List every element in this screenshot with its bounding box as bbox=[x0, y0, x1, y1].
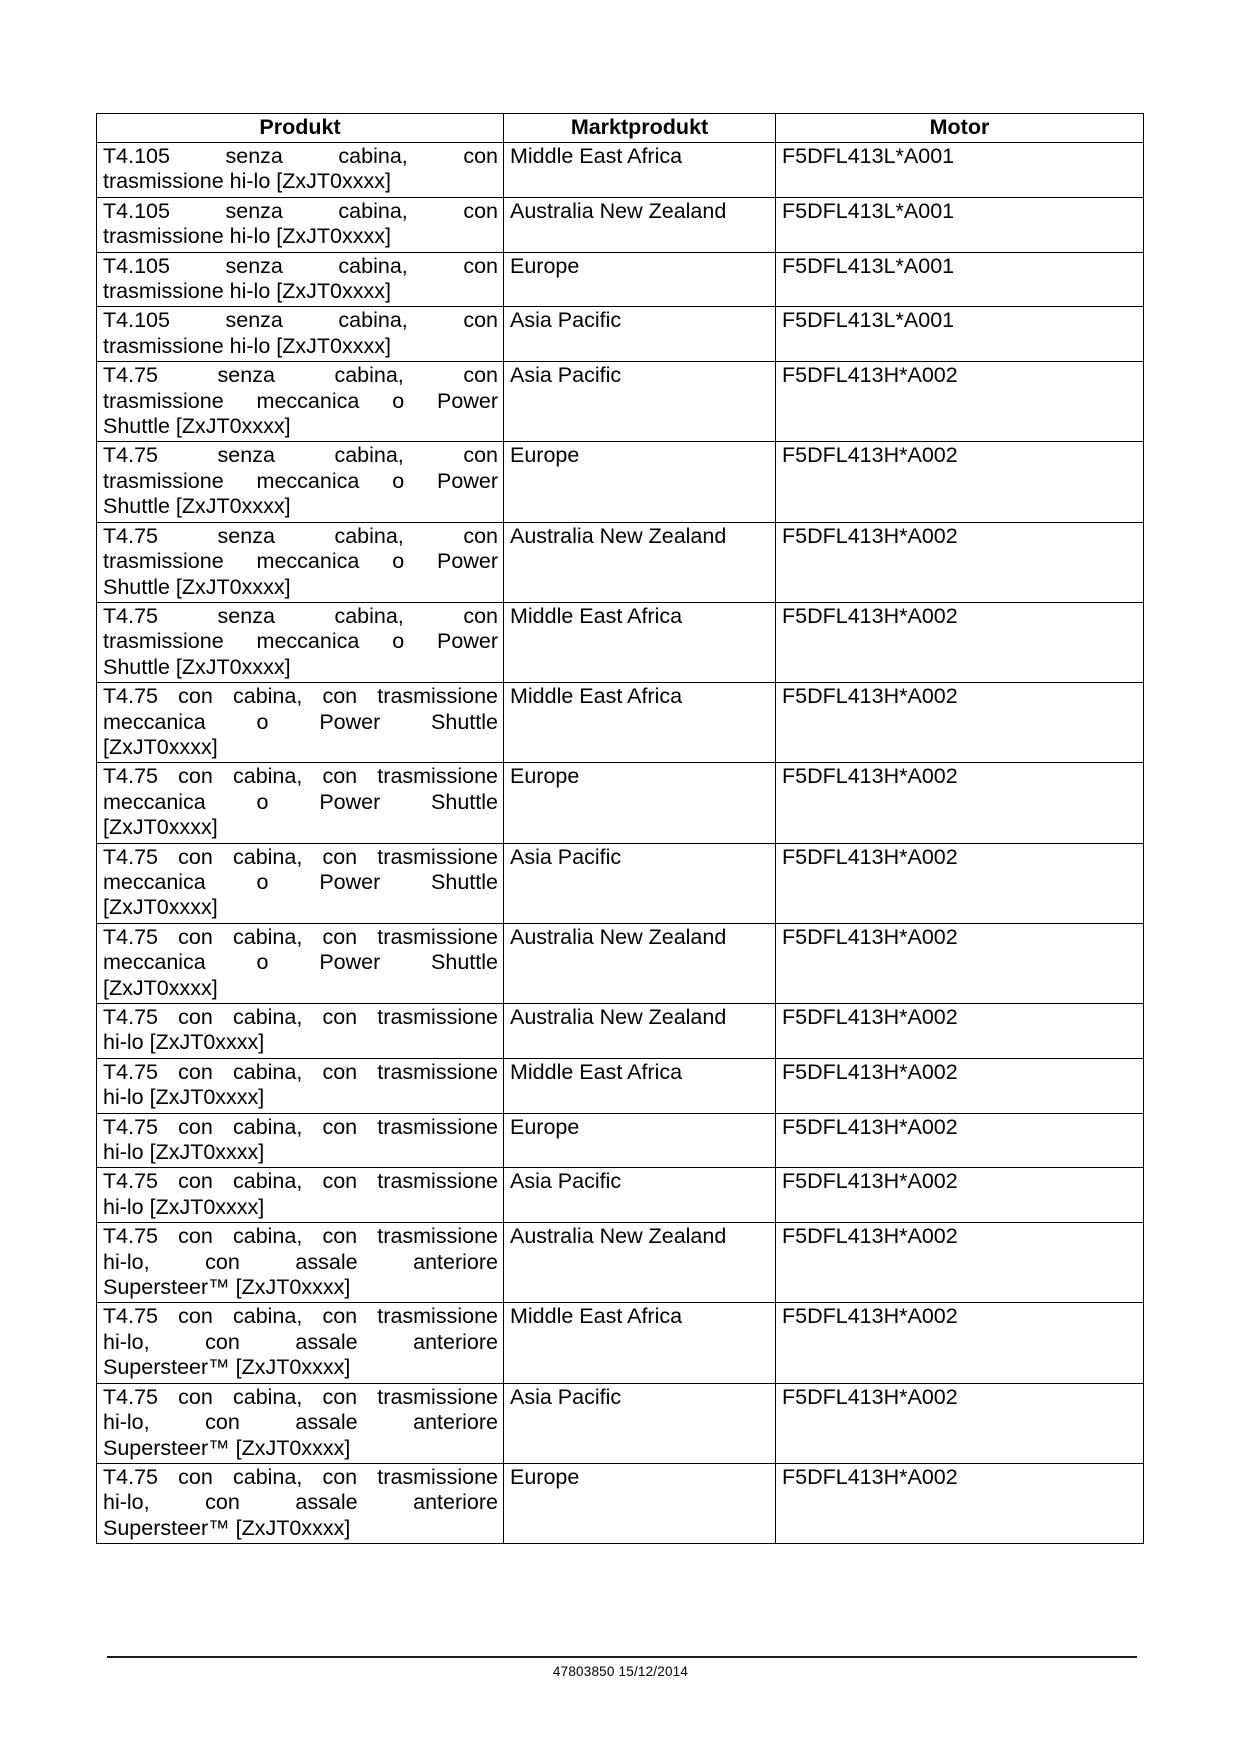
produkt-line: T4.75 con cabina, con trasmissione bbox=[103, 1005, 498, 1029]
produkt-line: Shuttle [ZxJT0xxxx] bbox=[103, 654, 291, 679]
produkt-text bbox=[97, 307, 503, 361]
produkt-line: hi-lo [ZxJT0xxxx] bbox=[103, 1194, 265, 1219]
motor-text: F5DFL413H*A002 bbox=[782, 363, 958, 388]
cell-marktprodukt bbox=[504, 602, 776, 682]
cell-motor bbox=[776, 143, 1144, 198]
cell-produkt bbox=[97, 1383, 504, 1463]
produkt-text bbox=[97, 143, 503, 197]
cell-produkt bbox=[97, 1303, 504, 1383]
table-row bbox=[97, 442, 1144, 522]
produkt-line: T4.75 senza cabina, con bbox=[103, 603, 498, 628]
motor-text: F5DFL413H*A002 bbox=[782, 1005, 958, 1029]
produkt-line: meccanica o Power Shuttle bbox=[103, 869, 498, 894]
marktprodukt-text: Europe bbox=[510, 443, 580, 468]
produkt-text bbox=[97, 253, 503, 307]
produkt-text bbox=[97, 1223, 503, 1302]
footer-separator-rule bbox=[107, 1656, 1137, 1658]
produkt-line: hi-lo [ZxJT0xxxx] bbox=[103, 1140, 265, 1165]
marktprodukt-text: Middle East Africa bbox=[510, 1304, 683, 1329]
marktprodukt-text: Australia New Zealand bbox=[510, 924, 727, 949]
cell-marktprodukt bbox=[504, 252, 776, 307]
cell-marktprodukt bbox=[504, 362, 776, 442]
produkt-line: T4.75 con cabina, con trasmissione bbox=[103, 924, 498, 949]
motor-text: F5DFL413H*A002 bbox=[782, 1059, 958, 1084]
motor-text: F5DFL413H*A002 bbox=[782, 1464, 958, 1489]
table-body bbox=[97, 143, 1144, 1544]
produkt-text bbox=[97, 1168, 503, 1222]
produkt-text bbox=[97, 1059, 503, 1113]
produkt-line: T4.75 con cabina, con trasmissione bbox=[103, 1464, 498, 1489]
cell-produkt bbox=[97, 683, 504, 763]
produkt-line: T4.75 senza cabina, con bbox=[103, 363, 498, 388]
produkt-line: hi-lo, con assale anteriore bbox=[103, 1490, 498, 1515]
produkt-line: T4.75 con cabina, con trasmissione bbox=[103, 764, 498, 789]
cell-produkt bbox=[97, 197, 504, 252]
cell-produkt bbox=[97, 522, 504, 602]
table-row bbox=[97, 522, 1144, 602]
marktprodukt-text: Asia Pacific bbox=[510, 1384, 622, 1409]
cell-motor bbox=[776, 442, 1144, 522]
motor-text: F5DFL413H*A002 bbox=[782, 684, 958, 709]
cell-motor bbox=[776, 522, 1144, 602]
table-row bbox=[97, 763, 1144, 843]
produkt-line: Supersteer™ [ZxJT0xxxx] bbox=[103, 1515, 351, 1540]
cell-marktprodukt bbox=[504, 1113, 776, 1168]
cell-marktprodukt bbox=[504, 1383, 776, 1463]
produkt-text bbox=[97, 1464, 503, 1543]
produkt-line: [ZxJT0xxxx] bbox=[103, 734, 218, 759]
produkt-line: Shuttle [ZxJT0xxxx] bbox=[103, 494, 291, 519]
column-header-marktprodukt: Marktprodukt bbox=[504, 114, 776, 143]
produkt-text bbox=[97, 683, 503, 762]
produkt-line: T4.75 con cabina, con trasmissione bbox=[103, 1169, 498, 1194]
cell-produkt bbox=[97, 1168, 504, 1223]
product-market-engine-table bbox=[96, 113, 1144, 1544]
produkt-line: trasmissione meccanica o Power bbox=[103, 549, 498, 574]
motor-text: F5DFL413L*A001 bbox=[782, 308, 955, 333]
cell-produkt bbox=[97, 1223, 504, 1303]
cell-produkt bbox=[97, 923, 504, 1003]
motor-text: F5DFL413H*A002 bbox=[782, 603, 958, 628]
motor-text: F5DFL413H*A002 bbox=[782, 924, 958, 949]
motor-text: F5DFL413H*A002 bbox=[782, 1304, 958, 1329]
cell-motor bbox=[776, 252, 1144, 307]
marktprodukt-text: Europe bbox=[510, 1114, 580, 1139]
produkt-line: T4.105 senza cabina, con bbox=[103, 253, 498, 278]
motor-text: F5DFL413L*A001 bbox=[782, 253, 955, 278]
marktprodukt-text: Australia New Zealand bbox=[510, 198, 727, 223]
produkt-line: T4.75 con cabina, con trasmissione bbox=[103, 1059, 498, 1084]
produkt-line: T4.75 con cabina, con trasmissione bbox=[103, 1384, 498, 1409]
table-row bbox=[97, 143, 1144, 198]
produkt-text bbox=[97, 763, 503, 842]
motor-text: F5DFL413L*A001 bbox=[782, 198, 955, 223]
motor-text: F5DFL413H*A002 bbox=[782, 764, 958, 789]
table-row bbox=[97, 843, 1144, 923]
table-header bbox=[97, 114, 1144, 143]
produkt-line: T4.75 con cabina, con trasmissione bbox=[103, 1224, 498, 1249]
produkt-line: trasmissione meccanica o Power bbox=[103, 468, 498, 493]
marktprodukt-text: Asia Pacific bbox=[510, 308, 622, 333]
produkt-line: T4.75 senza cabina, con bbox=[103, 443, 498, 468]
cell-marktprodukt bbox=[504, 442, 776, 522]
produkt-text bbox=[97, 362, 503, 441]
column-header-motor: Motor bbox=[776, 114, 1144, 143]
produkt-text bbox=[97, 1114, 503, 1168]
produkt-text bbox=[97, 198, 503, 252]
cell-motor bbox=[776, 1223, 1144, 1303]
table-row bbox=[97, 307, 1144, 362]
motor-text: F5DFL413H*A002 bbox=[782, 1169, 958, 1194]
column-header-produkt: Produkt bbox=[97, 114, 504, 143]
produkt-line: Supersteer™ [ZxJT0xxxx] bbox=[103, 1275, 351, 1300]
cell-motor bbox=[776, 307, 1144, 362]
produkt-line: T4.105 senza cabina, con bbox=[103, 144, 498, 168]
produkt-line: T4.75 con cabina, con trasmissione bbox=[103, 844, 498, 869]
table-row bbox=[97, 683, 1144, 763]
produkt-line: hi-lo, con assale anteriore bbox=[103, 1249, 498, 1274]
produkt-line: Shuttle [ZxJT0xxxx] bbox=[103, 414, 291, 439]
marktprodukt-text: Middle East Africa bbox=[510, 603, 683, 628]
produkt-line: T4.105 senza cabina, con bbox=[103, 308, 498, 333]
marktprodukt-text: Europe bbox=[510, 764, 580, 789]
footer-document-id: 47803850 15/12/2014 bbox=[552, 1664, 689, 1679]
produkt-line: trasmissione hi-lo [ZxJT0xxxx] bbox=[103, 279, 391, 304]
cell-marktprodukt bbox=[504, 763, 776, 843]
produkt-line: Shuttle [ZxJT0xxxx] bbox=[103, 574, 291, 599]
marktprodukt-text: Australia New Zealand bbox=[510, 1005, 727, 1029]
produkt-text bbox=[97, 924, 503, 1003]
produkt-line: hi-lo [ZxJT0xxxx] bbox=[103, 1085, 265, 1110]
cell-produkt bbox=[97, 1058, 504, 1113]
cell-marktprodukt bbox=[504, 307, 776, 362]
cell-produkt bbox=[97, 1113, 504, 1168]
produkt-text bbox=[97, 1303, 503, 1382]
cell-motor bbox=[776, 197, 1144, 252]
cell-marktprodukt bbox=[504, 1058, 776, 1113]
produkt-line: T4.75 senza cabina, con bbox=[103, 523, 498, 548]
produkt-line: trasmissione hi-lo [ZxJT0xxxx] bbox=[103, 169, 391, 194]
marktprodukt-text: Middle East Africa bbox=[510, 684, 683, 709]
produkt-line: T4.75 con cabina, con trasmissione bbox=[103, 1114, 498, 1139]
table-row bbox=[97, 362, 1144, 442]
cell-produkt bbox=[97, 1004, 504, 1059]
cell-motor bbox=[776, 362, 1144, 442]
marktprodukt-text: Europe bbox=[510, 1464, 580, 1489]
table-row bbox=[97, 923, 1144, 1003]
cell-motor bbox=[776, 923, 1144, 1003]
table-row bbox=[97, 602, 1144, 682]
table-row bbox=[97, 1223, 1144, 1303]
produkt-line: meccanica o Power Shuttle bbox=[103, 950, 498, 975]
table-header-row bbox=[97, 114, 1144, 143]
produkt-line: trasmissione hi-lo [ZxJT0xxxx] bbox=[103, 224, 391, 249]
table-row bbox=[97, 1113, 1144, 1168]
produkt-line: Supersteer™ [ZxJT0xxxx] bbox=[103, 1435, 351, 1460]
motor-text: F5DFL413H*A002 bbox=[782, 1384, 958, 1409]
motor-text: F5DFL413L*A001 bbox=[782, 144, 955, 168]
produkt-text bbox=[97, 1384, 503, 1463]
marktprodukt-text: Australia New Zealand bbox=[510, 523, 727, 548]
cell-motor bbox=[776, 1004, 1144, 1059]
cell-marktprodukt bbox=[504, 143, 776, 198]
table-row bbox=[97, 1383, 1144, 1463]
cell-motor bbox=[776, 1113, 1144, 1168]
cell-marktprodukt bbox=[504, 1463, 776, 1543]
motor-text: F5DFL413H*A002 bbox=[782, 443, 958, 468]
marktprodukt-text: Asia Pacific bbox=[510, 844, 622, 869]
produkt-line: hi-lo [ZxJT0xxxx] bbox=[103, 1030, 265, 1055]
produkt-line: Supersteer™ [ZxJT0xxxx] bbox=[103, 1355, 351, 1380]
cell-produkt bbox=[97, 307, 504, 362]
marktprodukt-text: Middle East Africa bbox=[510, 1059, 683, 1084]
cell-marktprodukt bbox=[504, 843, 776, 923]
produkt-line: trasmissione meccanica o Power bbox=[103, 629, 498, 654]
produkt-text bbox=[97, 442, 503, 521]
cell-motor bbox=[776, 1303, 1144, 1383]
motor-text: F5DFL413H*A002 bbox=[782, 844, 958, 869]
table-row bbox=[97, 1058, 1144, 1113]
cell-motor bbox=[776, 683, 1144, 763]
produkt-line: meccanica o Power Shuttle bbox=[103, 709, 498, 734]
motor-text: F5DFL413H*A002 bbox=[782, 1114, 958, 1139]
produkt-text bbox=[97, 603, 503, 682]
produkt-line: hi-lo, con assale anteriore bbox=[103, 1329, 498, 1354]
marktprodukt-text: Asia Pacific bbox=[510, 363, 622, 388]
cell-motor bbox=[776, 763, 1144, 843]
produkt-line: meccanica o Power Shuttle bbox=[103, 789, 498, 814]
table-row bbox=[97, 1303, 1144, 1383]
cell-marktprodukt bbox=[504, 522, 776, 602]
cell-marktprodukt bbox=[504, 1223, 776, 1303]
cell-marktprodukt bbox=[504, 197, 776, 252]
cell-marktprodukt bbox=[504, 683, 776, 763]
cell-produkt bbox=[97, 252, 504, 307]
cell-motor bbox=[776, 843, 1144, 923]
table-row bbox=[97, 1004, 1144, 1059]
produkt-line: trasmissione meccanica o Power bbox=[103, 388, 498, 413]
cell-motor bbox=[776, 602, 1144, 682]
cell-marktprodukt bbox=[504, 1168, 776, 1223]
cell-marktprodukt bbox=[504, 1303, 776, 1383]
cell-motor bbox=[776, 1383, 1144, 1463]
cell-produkt bbox=[97, 442, 504, 522]
produkt-line: T4.75 con cabina, con trasmissione bbox=[103, 684, 498, 709]
produkt-line: [ZxJT0xxxx] bbox=[103, 895, 218, 920]
produkt-line: T4.75 con cabina, con trasmissione bbox=[103, 1304, 498, 1329]
cell-produkt bbox=[97, 763, 504, 843]
cell-motor bbox=[776, 1168, 1144, 1223]
marktprodukt-text: Europe bbox=[510, 253, 580, 278]
produkt-text bbox=[97, 1004, 503, 1058]
table-row bbox=[97, 1168, 1144, 1223]
cell-produkt bbox=[97, 143, 504, 198]
cell-marktprodukt bbox=[504, 1004, 776, 1059]
produkt-line: trasmissione hi-lo [ZxJT0xxxx] bbox=[103, 333, 391, 358]
motor-text: F5DFL413H*A002 bbox=[782, 523, 958, 548]
table-row bbox=[97, 197, 1144, 252]
produkt-line: [ZxJT0xxxx] bbox=[103, 975, 218, 1000]
marktprodukt-text: Asia Pacific bbox=[510, 1169, 622, 1194]
produkt-text bbox=[97, 844, 503, 923]
marktprodukt-text: Australia New Zealand bbox=[510, 1224, 727, 1249]
cell-produkt bbox=[97, 362, 504, 442]
cell-produkt bbox=[97, 843, 504, 923]
table-row bbox=[97, 252, 1144, 307]
cell-produkt bbox=[97, 1463, 504, 1543]
produkt-line: hi-lo, con assale anteriore bbox=[103, 1410, 498, 1435]
table-row bbox=[97, 1463, 1144, 1543]
cell-motor bbox=[776, 1058, 1144, 1113]
motor-text: F5DFL413H*A002 bbox=[782, 1224, 958, 1249]
cell-produkt bbox=[97, 602, 504, 682]
produkt-text bbox=[97, 523, 503, 602]
produkt-line: T4.105 senza cabina, con bbox=[103, 198, 498, 223]
marktprodukt-text: Middle East Africa bbox=[510, 144, 683, 168]
produkt-line: [ZxJT0xxxx] bbox=[103, 815, 218, 840]
cell-motor bbox=[776, 1463, 1144, 1543]
cell-marktprodukt bbox=[504, 923, 776, 1003]
